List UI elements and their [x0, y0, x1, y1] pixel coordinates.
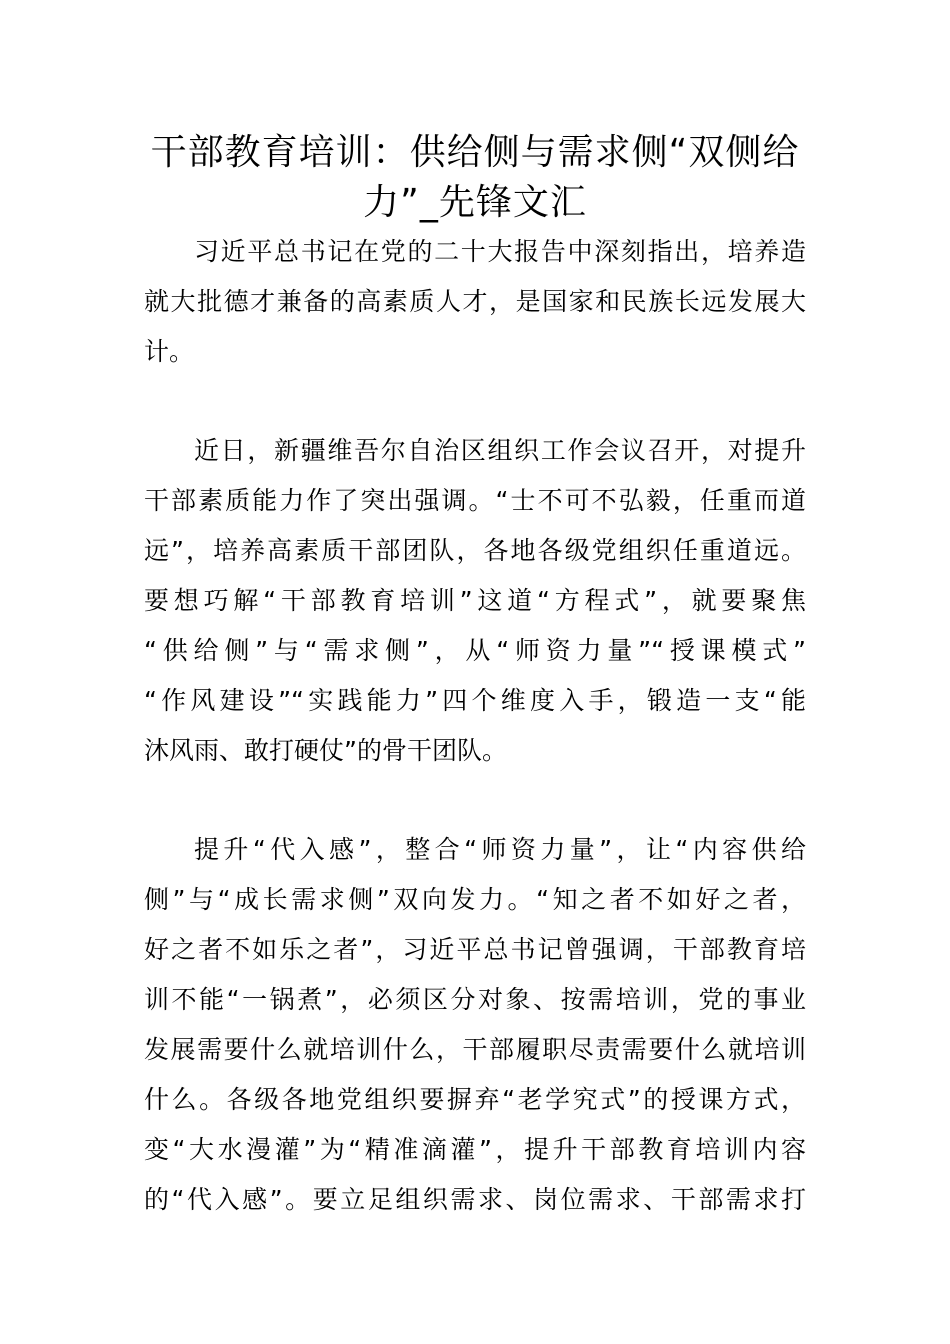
paragraph-line: “作风建设”“实践能力”四个维度入手，锻造一支“能 — [144, 686, 806, 715]
paragraph-line: 近日，新疆维吾尔自治区组织工作会议召开，对提升 — [194, 436, 806, 465]
paragraph-line: 好之者不如乐之者”，习近平总书记曾强调，干部教育培 — [144, 935, 806, 964]
title-line-1: 干部教育培训：供给侧与需求侧“双侧给 — [150, 132, 800, 173]
paragraph-2 — [144, 426, 806, 776]
paragraph-line: “供给侧”与“需求侧”，从“师资力量”“授课模式” — [144, 636, 806, 665]
paragraph-line: 的“代入感”。要立足组织需求、岗位需求、干部需求打 — [144, 1185, 806, 1214]
paragraph-line: 就大批德才兼备的高素质人才，是国家和民族长远发展大 — [144, 287, 806, 316]
paragraph-line: 习近平总书记在党的二十大报告中深刻指出，培养造 — [194, 237, 806, 266]
paragraph-line: 什么。各级各地党组织要摒弃“老学究式”的授课方式， — [144, 1085, 806, 1114]
paragraph-3 — [144, 825, 806, 1225]
paragraph-line: 发展需要什么就培训什么，干部履职尽责需要什么就培训 — [144, 1035, 806, 1064]
paragraph-line: 远”，培养高素质干部团队，各地各级党组织任重道远。 — [144, 536, 806, 565]
paragraph-line: 提升“代入感”，整合“师资力量”，让“内容供给 — [194, 835, 806, 864]
paragraph-line: 变“大水漫灌”为“精准滴灌”，提升干部教育培训内容 — [144, 1135, 806, 1164]
title-line-2: 力”_先锋文汇 — [363, 182, 587, 223]
document-title — [140, 128, 810, 228]
paragraph-line: 计。 — [144, 337, 195, 366]
paragraph-line: 干部素质能力作了突出强调。“士不可不弘毅，任重而道 — [144, 486, 806, 515]
paragraph-1 — [144, 227, 806, 377]
paragraph-line: 训不能“一锅煮”，必须区分对象、按需培训，党的事业 — [144, 985, 806, 1014]
paragraph-line: 侧”与“成长需求侧”双向发力。“知之者不如好之者， — [144, 885, 806, 914]
paragraph-line: 沐风雨、敢打硬仗”的骨干团队。 — [144, 736, 507, 765]
paragraph-line: 要想巧解“干部教育培训”这道“方程式”，就要聚焦 — [144, 586, 806, 615]
